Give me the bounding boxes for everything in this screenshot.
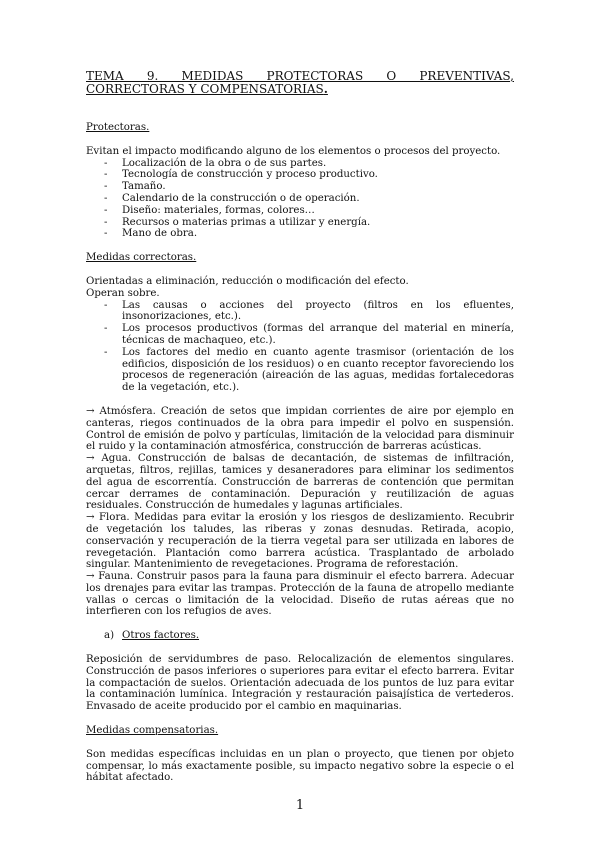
correctoras-list — [86, 300, 514, 394]
page-title — [86, 70, 514, 96]
otros-heading — [104, 630, 514, 642]
correctoras-operan: Operan sobre. — [86, 287, 160, 299]
list-item: - Los factores del medio en cuanto agente trasmisor (orientación de los edificios, disposición de los residuos) o en cuanto receptor favoreciendo los procesos de regeneración (aireación de las aguas, medidas fortalecedoras de la vegetación, etc.). — [122, 347, 514, 394]
list-item: - Recursos o materias primas a utilizar y energía. — [122, 217, 514, 229]
list-item: - Diseño: materiales, formas, colores… — [122, 205, 514, 217]
correctoras-heading: Medidas correctoras. — [86, 252, 197, 264]
factor-atmosfera: → Atmósfera. Creación de setos que impidan corrientes de aire por ejemplo en canteras, riegos continuados de la obra para impedir el polvo en suspensión. Control de emisión de polvo y partículas, limitación de la velocidad para disminuir el ruido y la contaminación atmosférica, construcción de barreras acústicas. — [86, 405, 514, 453]
otros-heading-text: Otros factores. — [122, 630, 200, 642]
factor-flora: → Flora. Medidas para evitar la erosión y los riesgos de deslizamiento. Recubrir de vegetación los taludes, las riberas y zonas desnudas. Retirada, acopio, conservación y recuperación de la tierra vegetal para ser utilizada en labores de revegetación. Plantación como barrera acústica. Trasplantado de arbolado singular. Mantenimiento de revegetaciones. Programa de reforestación. — [86, 512, 514, 571]
list-item: - Tamaño. — [122, 181, 514, 193]
otros-label: a) — [104, 630, 115, 642]
list-item: - Las causas o acciones del proyecto (filtros en los efluentes, insonorizaciones, etc.). — [122, 300, 514, 324]
title-text: TEMA 9. MEDIDAS PROTECTORAS O PREVENTIVAS, CORRECTORAS Y COMPENSATORIAS — [86, 69, 514, 96]
page-number: 1 — [295, 798, 305, 813]
list-item: - Calendario de la construcción o de operación. — [122, 193, 514, 205]
factor-fauna: → Fauna. Construir pasos para la fauna para disminuir el efecto barrera. Adecuar los drenajes para evitar las trampas. Protección de la fauna de atropello mediante vallas o cercas o limitación de la velocidad. Diseño de rutas aéreas que no interfieren con los refugios de aves. — [86, 571, 514, 618]
list-item: - Mano de obra. — [122, 228, 514, 240]
list-item: - Los procesos productivos (formas del arranque del material en minería, técnicas de machaqueo, etc.). — [122, 323, 514, 347]
protectoras-list — [86, 158, 514, 241]
list-item: - Localización de la obra o de sus partes. — [122, 158, 514, 170]
compensatorias-text: Son medidas específicas incluidas en un plan o proyecto, que tienen por objeto compensar, lo más exactamente posible, su impacto negativo sobre la especie o el hábitat afectado. — [86, 748, 514, 784]
protectoras-intro: Evitan el impacto modificando alguno de los elementos o procesos del proyecto. — [86, 145, 501, 157]
otros-text: Reposición de servidumbres de paso. Relocalización de elementos singulares. Construcción de pasos inferiores o superiores para evitar el efecto barrera. Evitar la compactación de suelos. Orientación adecuada de los puntos de luz para evitar la contaminación lumínica. Integración y restauración paisajística de vertederos. Envasado de aceite producido por el cambio en maquinarias. — [86, 654, 514, 713]
compensatorias-heading: Medidas compensatorias. — [86, 725, 219, 737]
protectoras-heading: Protectoras. — [86, 122, 150, 133]
factor-agua: → Agua. Construcción de balsas de decantación, de sistemas de infiltración, arquetas, filtros, rejillas, tamices y desaneradores para eliminar los sedimentos del agua de escorrentía. Construcción de barreras de contención que permitan cercar derrames de contaminación. Depuración y reutilización de aguas residuales. Construcción de humedales y lagunas artificiales. — [86, 453, 514, 512]
title-dot: . — [323, 82, 328, 96]
correctoras-intro: Orientadas a eliminación, reducción o modificación del efecto. — [86, 275, 409, 287]
list-item: - Tecnología de construcción y proceso productivo. — [122, 169, 514, 181]
